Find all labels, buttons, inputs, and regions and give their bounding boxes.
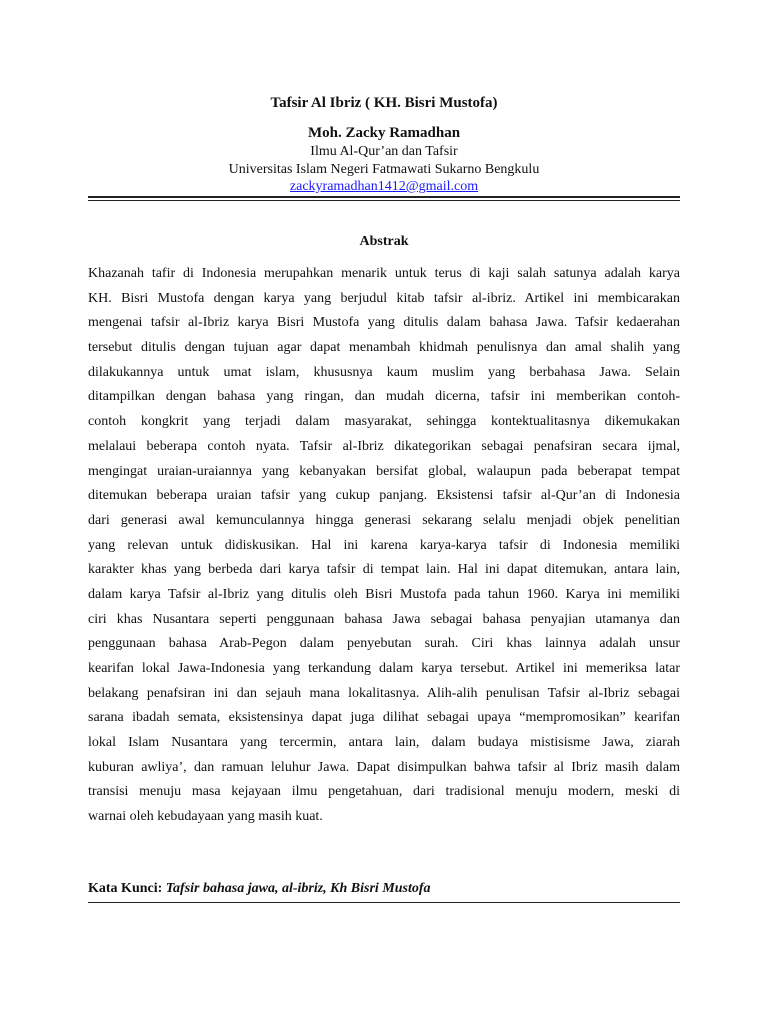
header-divider-thin — [88, 200, 680, 201]
footer-divider — [88, 902, 680, 903]
author-email — [88, 178, 680, 195]
paper-title: Tafsir Al Ibriz ( KH. Bisri Mustofa) — [270, 95, 498, 111]
abstract-line: lokal Islam Nusantara yang tercermin, antara lain, dalam budaya mistisisme Jawa, ziarah — [88, 735, 680, 751]
author-department: Ilmu Al-Qur’an dan Tafsir — [310, 144, 458, 159]
abstract-line: tersebut ditulis dengan tujuan agar dapat menambah khidmah penulisnya dan amal shalih yang — [88, 340, 680, 356]
abstract-line: kuburan awliya’, dan ramuan leluhur Jawa. Dapat disimpulkan bahwa tafsir al Ibriz masih dalam — [88, 759, 680, 775]
abstract-line: dari generasi awal kemunculannya hingga generasi sekarang selalu menjadi objek penelitian — [88, 512, 680, 528]
abstract-line: belakang penafsiran ini dan sejauh mana lokalitasnya. Alih-alih penulisan Tafsir al-Ibriz sebagai — [88, 685, 680, 701]
abstract-line: penggunaan bahasa Arab-Pegon dalam penyebutan surah. Ciri khas lainnya adalah unsur — [88, 636, 680, 652]
abstract-line: mengingat uraian-uraiannya yang kebanyakan bersifat global, walaupun pada beberapat tempat — [88, 463, 680, 479]
abstract-line: dilakukannya untuk umat islam, khususnya kaum muslim yang berbahasa Jawa. Selain — [88, 364, 680, 380]
author-name: Moh. Zacky Ramadhan — [307, 125, 461, 141]
abstract-line: yang relevan untuk didiskusikan. Hal ini karena karya-karya tafsir di Indonesia memiliki — [88, 537, 680, 553]
abstract-line: ditampilkan dengan bahasa yang ringan, dan mudah dicerna, tafsir ini memberikan contoh- — [88, 389, 680, 405]
abstract-line: Khazanah tafir di Indonesia merupahkan menarik untuk terus di kaji salah satunya adalah karya — [88, 266, 680, 281]
abstract-line: mengenai tafsir al-Ibriz karya Bisri Mustofa yang ditulis dalam bahasa Jawa. Tafsir kedaerahan — [88, 315, 680, 331]
keywords-value: Tafsir bahasa jawa, al-ibriz, Kh Bisri Mustofa — [165, 881, 431, 896]
abstract-line: transisi menuju masa kejayaan ilmu pengetahuan, dari tradisional menuju modern, meski di — [88, 784, 680, 800]
abstract-body — [88, 262, 680, 830]
abstract-line: KH. Bisri Mustofa dengan karya yang berjudul kitab tafsir al-ibriz. Artikel ini membicarakan — [88, 290, 680, 306]
abstract-line: ditemukan beberapa uraian tafsir yang cukup panjang. Eksistensi tafsir al-Qur’an di Indonesia — [88, 488, 680, 504]
abstract-line: warnai oleh kebudayaan yang masih kuat. — [88, 809, 323, 825]
abstract-line: ciri khas Nusantara seperti penggunaan bahasa Jawa sebagai bahasa penyajian utamanya dan — [88, 611, 680, 627]
abstract-line: melalaui beberapa contoh nyata. Tafsir al-Ibriz dikategorikan sebagai penafsiran secara ijmal, — [88, 438, 680, 454]
keywords — [88, 880, 680, 898]
abstract-line: dalam karya Tafsir al-Ibriz yang ditulis oleh Bisri Mustofa pada tahun 1960. Karya ini memiliki — [88, 586, 680, 602]
abstract-line: karakter khas yang berbeda dari karya tafsir di tempat lain. Hal ini dapat ditemukan, antara lain, — [88, 562, 680, 578]
abstract-line: sarana ibadah semata, eksistensinya dapat juga dilihat sebagai upaya “mempromosikan” kearifan — [88, 710, 680, 726]
keywords-label: Kata Kunci: — [88, 881, 163, 896]
abstract-line: contoh kongkrit yang terjadi dalam masyarakat, sehingga kontektualitasnya dikemukakan — [88, 414, 680, 430]
header-divider-thick — [88, 196, 680, 198]
author-university: Universitas Islam Negeri Fatmawati Sukarno Bengkulu — [228, 162, 540, 177]
abstract-line: kearifan lokal Jawa-Indonesia yang terkandung dalam karya tersebut. Artikel ini memeriksa latar — [88, 661, 680, 676]
abstract-heading: Abstrak — [359, 234, 409, 249]
email-link[interactable]: zackyramadhan1412@gmail.com — [289, 179, 479, 194]
